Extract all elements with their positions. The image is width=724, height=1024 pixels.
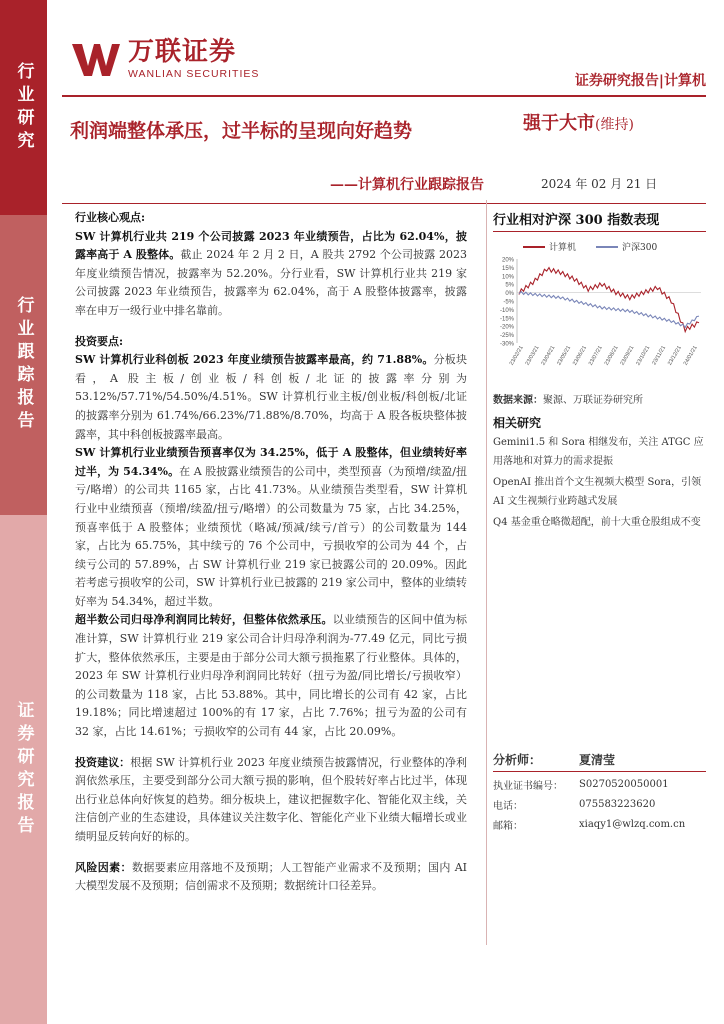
core-paragraph (75, 228, 467, 321)
logo (70, 38, 259, 80)
x-tick-label: 23/10/21 (635, 345, 652, 367)
sidebar (0, 0, 47, 1024)
report-type: 证券研究报告|计算机 (574, 73, 706, 89)
sidebar-report-kind: 行业跟踪报告 (0, 215, 47, 515)
chart-legend (493, 240, 706, 253)
x-tick-label: 23/05/21 (556, 345, 573, 367)
invest-title: 投资要点: (75, 334, 124, 348)
x-tick-label: 23/07/21 (587, 345, 604, 367)
analyst-label: 分析师： (493, 753, 542, 767)
legend-label: 沪深300 (622, 243, 658, 253)
p3-text: 以业绩预告的区间中值为标准计算，SW 计算机行业 219 家公司合计归母净利润为-77.49 亿元，同比亏损扩大，整体依然承压，主要是由于部分公司大额亏损拖累了行业整体。具体的，2023 年 SW 计算机行业归母净利润同比转好（扭亏为盈/同比增长/亏损收窄）的公司数量为 118 家，占比 53.88%。其中，同比增长的公司有 42 家，占比 19.18%；同比增速超过 100%的有 17 家，占比 7.76%；扭亏为盈的公司有 32 家，占比 14.61%；亏损收窄的公司有 44 家，占比 20.09%。 (75, 613, 467, 739)
y-tick-label: 5% (505, 282, 514, 289)
main-content (75, 209, 467, 896)
source-label: 数据来源： (493, 395, 543, 406)
chart-title: 行业相对沪深 300 指数表现 (493, 209, 706, 232)
header-divider (62, 95, 706, 97)
y-tick-label: -25% (499, 333, 514, 340)
y-tick-label: -15% (499, 316, 514, 323)
phone-value: 075583223620 (579, 798, 656, 810)
column-divider (486, 200, 487, 945)
email-value[interactable]: xiaqy1@wlzq.com.cn (579, 818, 686, 830)
p2-bold: SW 计算机行业业绩预告预喜率仅为 34.25%，低于 A 股整体，但业绩转好率过半，为 54.34%。 (75, 446, 467, 478)
logo-en: WANLIAN SECURITIES (128, 68, 260, 80)
related-item[interactable]: Q4 基金重仓略微超配，前十大重仓股组成不变 (493, 517, 701, 528)
y-tick-label: 15% (501, 265, 514, 272)
core-text: 截止 2024 年 2 月 2 日，A 股共 2792 个公司披露 2023 年度业绩预告情况，披露率为 52.20%。分行业看，SW 计算机行业共 219 家公司披露 2023 年业绩预告，披露率为 62.04%，高于 A 股整体披露率，披露率在申万一级行业中排名靠前。 (75, 248, 468, 317)
sidebar-doc-type: 证券研究报告 (0, 515, 47, 1024)
invest-paragraph-2 (75, 444, 467, 611)
x-tick-label: 23/12/21 (667, 345, 683, 367)
phone-label: 电话： (493, 800, 523, 812)
data-source (493, 391, 706, 406)
related-item[interactable]: Gemini1.5 和 Sora 相继发布，关注 ATGC 应用落地和对算力的需求提振 (493, 437, 704, 467)
p4-text: 根据 SW 计算机行业 2023 年度业绩预告披露情况，行业整体的净利润依然承压，主要受到部分公司大额亏损的影响，但个股转好率占比过半，体现出行业总体向好恢复的趋势。细分板块上，建议把握数字化、智能化双主线，关注信创产业的生态建设，具体建议关注数字化、智能化产业下业绩大幅增长或业绩明显反转向好的标的。 (75, 755, 468, 843)
y-tick-label: -10% (499, 307, 514, 314)
risk-factors (75, 859, 467, 896)
analyst-info (493, 748, 706, 834)
x-tick-label: 23/11/21 (651, 345, 668, 367)
p4-bold: 投资建议： (75, 755, 131, 769)
x-tick-label: 24/01/21 (682, 345, 699, 367)
legend-item-computer (523, 240, 576, 253)
source-text: 聚源、万联证券研究所 (543, 395, 643, 406)
related-list (493, 433, 706, 532)
p2-text: 在 A 股披露业绩预告的公司中，类型预喜（为预增/续盈/扭亏/略增）的公司共 1165 家，占比 41.73%。从业绩预告类型看，SW 计算机行业中业绩预喜（预增/续盈/扭亏/略增）的公司数量为 75 家，占比 34.25%，预喜率低于 A 股整体；业绩预忧（略减/预减/续亏/首亏）的公司数量为 144 家，占比为 65.75%，其中续亏的 76 个公司中，亏损收窄的公司为 44 个，占续亏公司的 57.89%，占 SW 计算机行业 219 家已披露公司的 20.09%。因此若考虑亏损收窄的公司，SW 计算机行业已披露的 219 家公司中，整体的业绩转好率为 54.34%，超过半数。 (75, 464, 467, 608)
x-tick-label: 23/06/21 (572, 345, 589, 367)
x-tick-label: 23/08/21 (603, 345, 620, 367)
x-tick-label: 23/02/21 (508, 345, 525, 367)
rating-value: 强于大市 (523, 113, 595, 134)
analyst-name: 夏清莹 (579, 753, 616, 767)
y-tick-label: -20% (499, 324, 514, 331)
series-line-csi300 (519, 292, 699, 328)
invest-paragraph-3 (75, 611, 467, 741)
y-tick-label: 10% (501, 274, 514, 281)
p5-bold: 风险因素： (75, 860, 132, 874)
legend-label: 计算机 (549, 243, 577, 253)
legend-swatch (523, 246, 545, 248)
x-tick-label: 23/04/21 (540, 345, 557, 367)
relative-performance-chart (493, 255, 706, 385)
p5-text: 数据要素应用落地不及预期；人工智能产业需求不及预期；国内 AI 大模型发展不及预期；信创需求不及预期；数据统计口径差异。 (75, 860, 467, 893)
report-title: 利润端整体承压，过半标的呈现向好趋势 (70, 120, 413, 142)
p1-text: 分板块看，A 股主板/创业板/科创板/北证的披露率分别为 53.12%/57.71%/54.50%/4.51%。SW 计算机行业主板/创业板/科创板/北证的披露率分别为 61.74%/66.23%/71.88%/8.70%，均高于 A 股各板块整体披露率，其中科创板披露率最高。 (75, 353, 467, 441)
report-date: 2024 年 02 月 21 日 (541, 177, 658, 191)
legend-swatch (596, 246, 618, 248)
y-tick-label: -30% (499, 341, 514, 348)
x-tick-label: 23/03/21 (524, 345, 541, 367)
cert-value: S0270520050001 (579, 778, 669, 790)
rating-sub: (维持) (595, 117, 634, 133)
x-tick-label: 23/09/21 (619, 345, 636, 367)
email-label: 邮箱： (493, 820, 523, 832)
related-item[interactable]: OpenAI 推出首个文生视频大模型 Sora，引领 AI 文生视频行业跨越式发展 (493, 477, 702, 507)
core-bold: SW 计算机行业共 219 个公司披露 2023 年业绩预告，占比为 62.04%，披露率高于 A 股整体。 (75, 229, 467, 262)
invest-advice (75, 754, 467, 847)
core-title: 行业核心观点: (75, 211, 146, 224)
section-divider (62, 203, 706, 204)
right-column (493, 209, 706, 532)
report-subtitle: ——计算机行业跟踪报告 (330, 177, 484, 193)
p1-bold: SW 计算机行业科创板 2023 年度业绩预告披露率最高，约 71.88%。 (75, 353, 434, 367)
p3-bold: 超半数公司归母净利润同比转好，但整体依然承压。 (75, 613, 333, 627)
legend-item-csi300 (596, 240, 657, 253)
y-tick-label: -5% (503, 299, 514, 306)
y-tick-label: 20% (501, 257, 514, 264)
cert-label: 执业证书编号： (493, 780, 563, 792)
logo-cn: 万联证券 (128, 37, 237, 67)
wanlian-logo-icon (70, 40, 122, 78)
sidebar-category: 行业研究 (0, 0, 47, 215)
rating (523, 109, 634, 135)
related-title: 相关研究 (493, 416, 542, 430)
y-tick-label: 0% (505, 291, 514, 298)
invest-paragraph-1 (75, 351, 467, 444)
